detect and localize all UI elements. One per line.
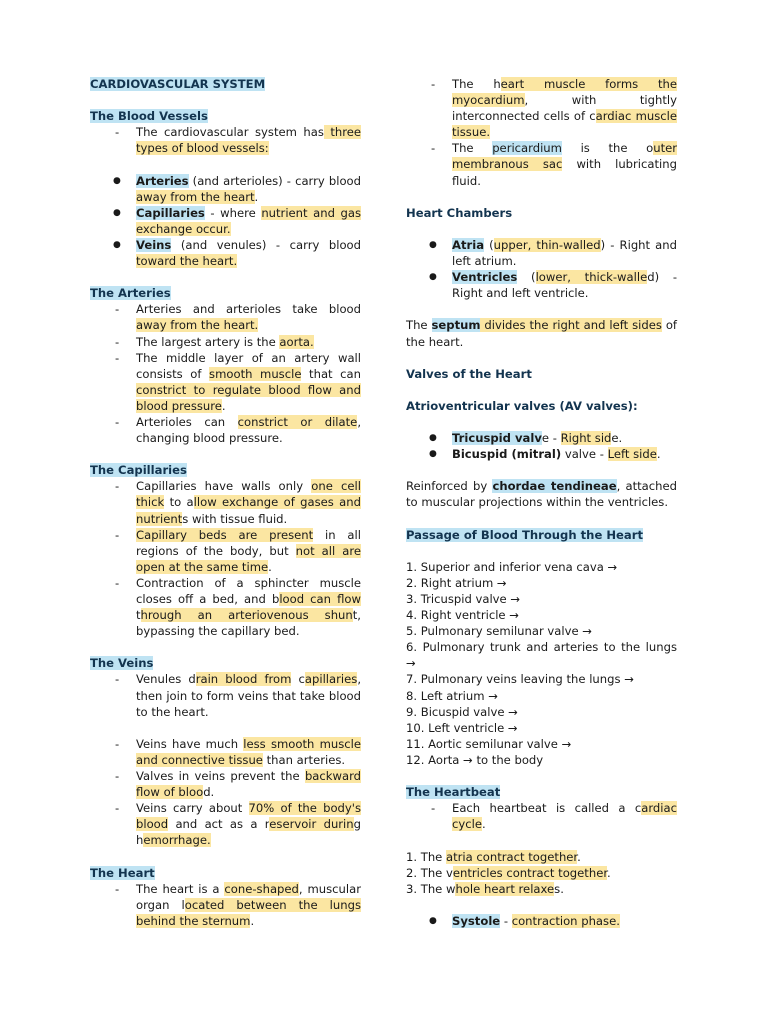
list-item: ● Bicuspid (mitral) valve - Left side. (406, 446, 677, 462)
passage-step: 10. Left ventricle → (406, 720, 518, 735)
list-item: - The heart is a cone-shaped, muscular organ located between the lungs behind the sternum. (90, 881, 361, 929)
heartbeat-step: 1. The atria contract together. (406, 849, 581, 864)
list-item: ● Atria (upper, thin-walled) - Right and left atrium. (406, 237, 677, 269)
passage-heading: Passage of Blood Through the Heart (406, 527, 643, 542)
passage-step: 8. Left atrium → (406, 688, 498, 703)
list-item: - Arterioles can constrict or dilate, changing blood pressure. (90, 414, 361, 446)
av-valves-heading: Atrioventricular valves (AV valves): (406, 398, 638, 413)
list-item: ● Tricuspid valve - Right side. (406, 430, 677, 446)
septum-paragraph: The septum divides the right and left sides of the heart. (406, 318, 677, 349)
capillaries-heading: The Capillaries (90, 463, 187, 478)
list-item: - Contraction of a sphincter muscle closes off a bed, and blood can flow through an arteriovenous shunt, bypassing the capillary bed. (90, 575, 361, 639)
heartbeat-step: 2. The ventricles contract together. (406, 865, 611, 880)
passage-step: 9. Bicuspid valve → (406, 704, 518, 719)
list-item: - Valves in veins prevent the backward flow of blood. (90, 768, 361, 800)
list-item: - Each heartbeat is called a cardiac cycle. (406, 800, 677, 832)
list-item: - Veins have much less smooth muscle and connective tissue than arteries. (90, 736, 361, 768)
list-item: ● Arteries (and arterioles) - carry blood away from the heart. (90, 173, 361, 205)
list-item: - Capillary beds are present in all regions of the body, but not all are open at the same time. (90, 527, 361, 575)
passage-step: 7. Pulmonary veins leaving the lungs → (406, 672, 634, 687)
passage-step: 5. Pulmonary semilunar valve → (406, 624, 592, 639)
left-column (90, 76, 361, 929)
heartbeat-heading: The Heartbeat (406, 785, 501, 800)
arteries-heading: The Arteries (90, 286, 171, 301)
passage-step: 12. Aorta → to the body (406, 752, 544, 767)
heart-heading: The Heart (90, 865, 155, 880)
list-item: - The middle layer of an artery wall consists of smooth muscle that can constrict to regulate blood flow and blood pressure. (90, 350, 361, 414)
list-item: ● Systole - contraction phase. (406, 913, 677, 929)
right-column (406, 76, 677, 929)
list-item: - The heart muscle forms the myocardium, with tightly interconnected cells of cardiac muscle tissue. (406, 76, 677, 140)
list-item: - Venules drain blood from capillaries, then join to form veins that take blood to the heart. (90, 671, 361, 719)
passage-step: 1. Superior and inferior vena cava → (406, 559, 618, 574)
heart-chambers-heading: Heart Chambers (406, 205, 513, 220)
veins-heading: The Veins (90, 656, 154, 671)
heartbeat-step: 3. The whole heart relaxes. (406, 881, 564, 896)
passage-step: 3. Tricuspid valve → (406, 592, 521, 606)
passage-step: 4. Right ventricle → (406, 608, 519, 623)
passage-step: 2. Right atrium → (406, 575, 507, 590)
list-item: ● Ventricles (lower, thick-walled) - Right and left ventricle. (406, 269, 677, 301)
list-item: ● Capillaries - where nutrient and gas exchange occur. (90, 205, 361, 237)
passage-step: 11. Aortic semilunar valve → (406, 736, 572, 751)
valves-heading: Valves of the Heart (406, 366, 532, 381)
list-item: - The pericardium is the outer membranous sac with lubricating fluid. (406, 140, 677, 188)
list-item: - Arteries and arterioles take blood away from the heart. (90, 301, 361, 333)
list-item: - Veins carry about 70% of the body's blood and act as a reservoir during hemorrhage. (90, 800, 361, 848)
blood-vessels-heading: The Blood Vessels (90, 109, 208, 124)
list-item: - The largest artery is the aorta. (90, 334, 361, 350)
passage-step: 6. Pulmonary trunk and arteries to the lungs → (406, 640, 677, 671)
list-item: ● Veins (and venules) - carry blood toward the heart. (90, 237, 361, 269)
chordae-paragraph: Reinforced by chordae tendineae, attached to muscular projections within the ventricles. (406, 479, 677, 510)
document-title: CARDIOVASCULAR SYSTEM (90, 77, 266, 91)
list-item: - The cardiovascular system has three types of blood vessels: (90, 124, 361, 156)
list-item: - Capillaries have walls only one cell thick to allow exchange of gases and nutrients with tissue fluid. (90, 478, 361, 526)
